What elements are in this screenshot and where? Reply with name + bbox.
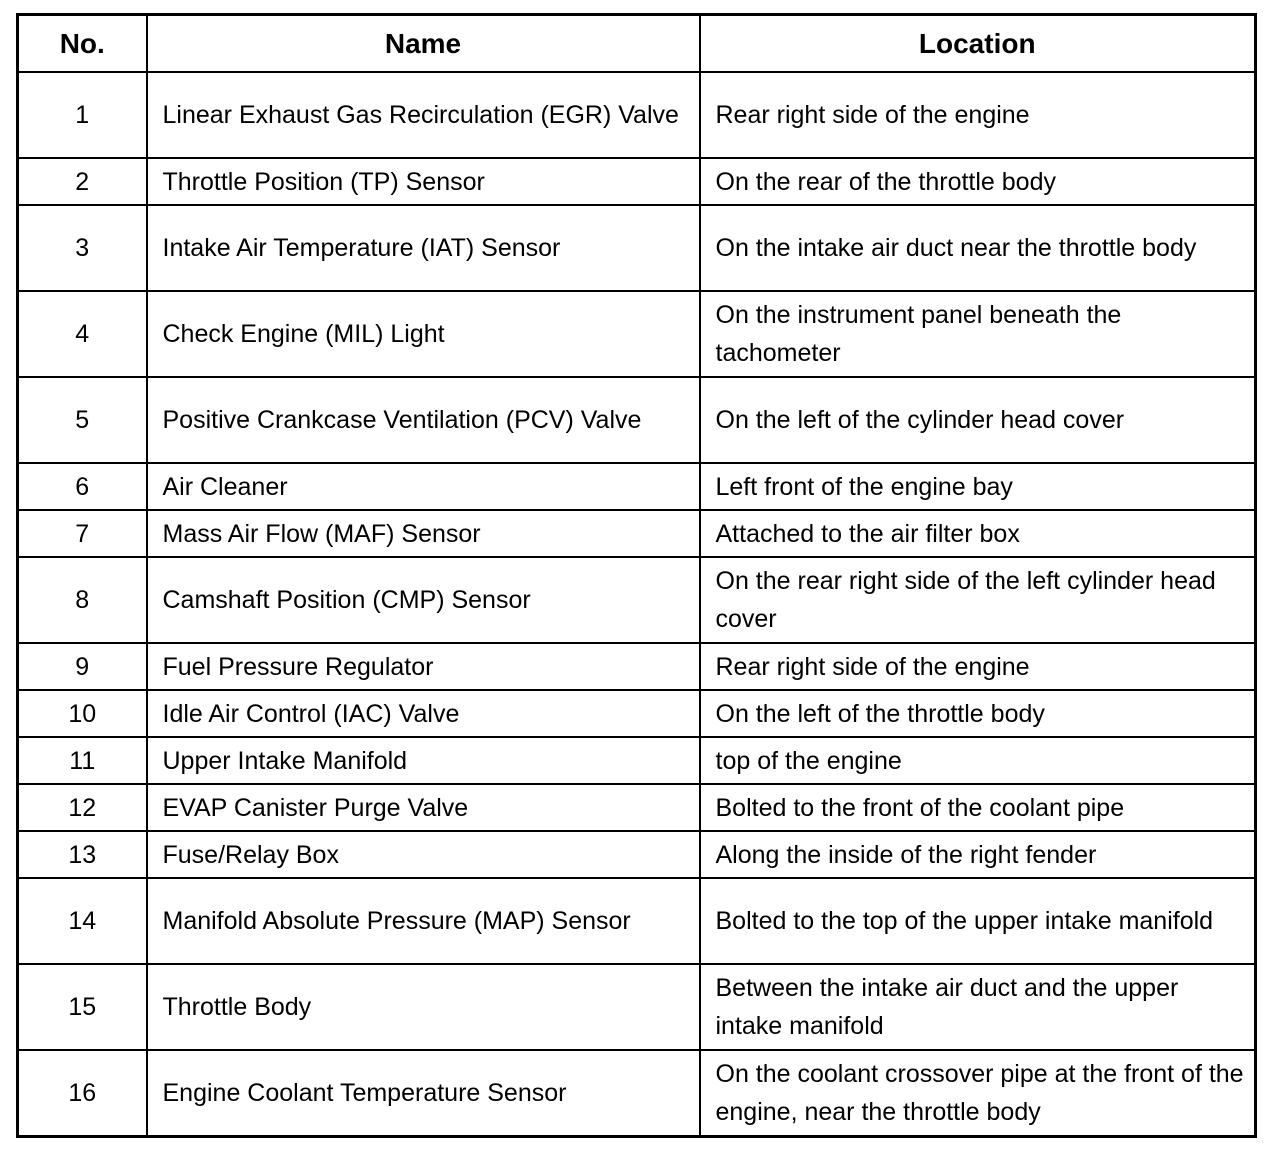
component-name: Throttle Position (TP) Sensor bbox=[147, 158, 700, 205]
header-location: Location bbox=[700, 15, 1256, 73]
table-row bbox=[18, 72, 1256, 158]
row-number: 6 bbox=[18, 463, 147, 510]
component-name: Engine Coolant Temperature Sensor bbox=[147, 1050, 700, 1137]
component-location-table-wrapper bbox=[16, 13, 1254, 1138]
table-row bbox=[18, 784, 1256, 831]
component-name: Idle Air Control (IAC) Valve bbox=[147, 690, 700, 737]
component-location: top of the engine bbox=[700, 737, 1256, 784]
header-no: No. bbox=[18, 15, 147, 73]
row-number: 10 bbox=[18, 690, 147, 737]
table-row bbox=[18, 205, 1256, 291]
row-number: 4 bbox=[18, 291, 147, 377]
header-name: Name bbox=[147, 15, 700, 73]
table-row bbox=[18, 690, 1256, 737]
component-name: Manifold Absolute Pressure (MAP) Sensor bbox=[147, 878, 700, 964]
row-number: 15 bbox=[18, 964, 147, 1050]
component-location: Bolted to the top of the upper intake manifold bbox=[700, 878, 1256, 964]
component-name: Air Cleaner bbox=[147, 463, 700, 510]
component-location: Left front of the engine bay bbox=[700, 463, 1256, 510]
table-header-row bbox=[18, 15, 1256, 73]
component-location: On the left of the throttle body bbox=[700, 690, 1256, 737]
row-number: 12 bbox=[18, 784, 147, 831]
component-location: Along the inside of the right fender bbox=[700, 831, 1256, 878]
table-row bbox=[18, 510, 1256, 557]
component-location: Between the intake air duct and the upper intake manifold bbox=[700, 964, 1256, 1050]
component-location: Rear right side of the engine bbox=[700, 643, 1256, 690]
component-location-table bbox=[16, 13, 1257, 1138]
row-number: 11 bbox=[18, 737, 147, 784]
component-name: Check Engine (MIL) Light bbox=[147, 291, 700, 377]
component-location: On the intake air duct near the throttle body bbox=[700, 205, 1256, 291]
row-number: 9 bbox=[18, 643, 147, 690]
table-row bbox=[18, 463, 1256, 510]
component-name: Fuel Pressure Regulator bbox=[147, 643, 700, 690]
component-location: On the rear right side of the left cylinder head cover bbox=[700, 557, 1256, 643]
row-number: 3 bbox=[18, 205, 147, 291]
component-location: On the left of the cylinder head cover bbox=[700, 377, 1256, 463]
component-name: Intake Air Temperature (IAT) Sensor bbox=[147, 205, 700, 291]
component-location: On the instrument panel beneath the tachometer bbox=[700, 291, 1256, 377]
component-name: Fuse/Relay Box bbox=[147, 831, 700, 878]
component-location: On the coolant crossover pipe at the front of the engine, near the throttle body bbox=[700, 1050, 1256, 1137]
table-row bbox=[18, 964, 1256, 1050]
table-row bbox=[18, 831, 1256, 878]
component-location: On the rear of the throttle body bbox=[700, 158, 1256, 205]
table-row bbox=[18, 377, 1256, 463]
row-number: 14 bbox=[18, 878, 147, 964]
row-number: 13 bbox=[18, 831, 147, 878]
table-row bbox=[18, 643, 1256, 690]
table-row bbox=[18, 291, 1256, 377]
row-number: 2 bbox=[18, 158, 147, 205]
component-name: Upper Intake Manifold bbox=[147, 737, 700, 784]
row-number: 7 bbox=[18, 510, 147, 557]
table-row bbox=[18, 158, 1256, 205]
component-location: Rear right side of the engine bbox=[700, 72, 1256, 158]
row-number: 5 bbox=[18, 377, 147, 463]
component-name: EVAP Canister Purge Valve bbox=[147, 784, 700, 831]
component-location: Bolted to the front of the coolant pipe bbox=[700, 784, 1256, 831]
table-row bbox=[18, 1050, 1256, 1137]
component-name: Positive Crankcase Ventilation (PCV) Valve bbox=[147, 377, 700, 463]
component-name: Camshaft Position (CMP) Sensor bbox=[147, 557, 700, 643]
row-number: 1 bbox=[18, 72, 147, 158]
table-row bbox=[18, 557, 1256, 643]
component-name: Linear Exhaust Gas Recirculation (EGR) Valve bbox=[147, 72, 700, 158]
component-location: Attached to the air filter box bbox=[700, 510, 1256, 557]
component-name: Mass Air Flow (MAF) Sensor bbox=[147, 510, 700, 557]
row-number: 16 bbox=[18, 1050, 147, 1137]
table-row bbox=[18, 737, 1256, 784]
row-number: 8 bbox=[18, 557, 147, 643]
component-name: Throttle Body bbox=[147, 964, 700, 1050]
table-row bbox=[18, 878, 1256, 964]
